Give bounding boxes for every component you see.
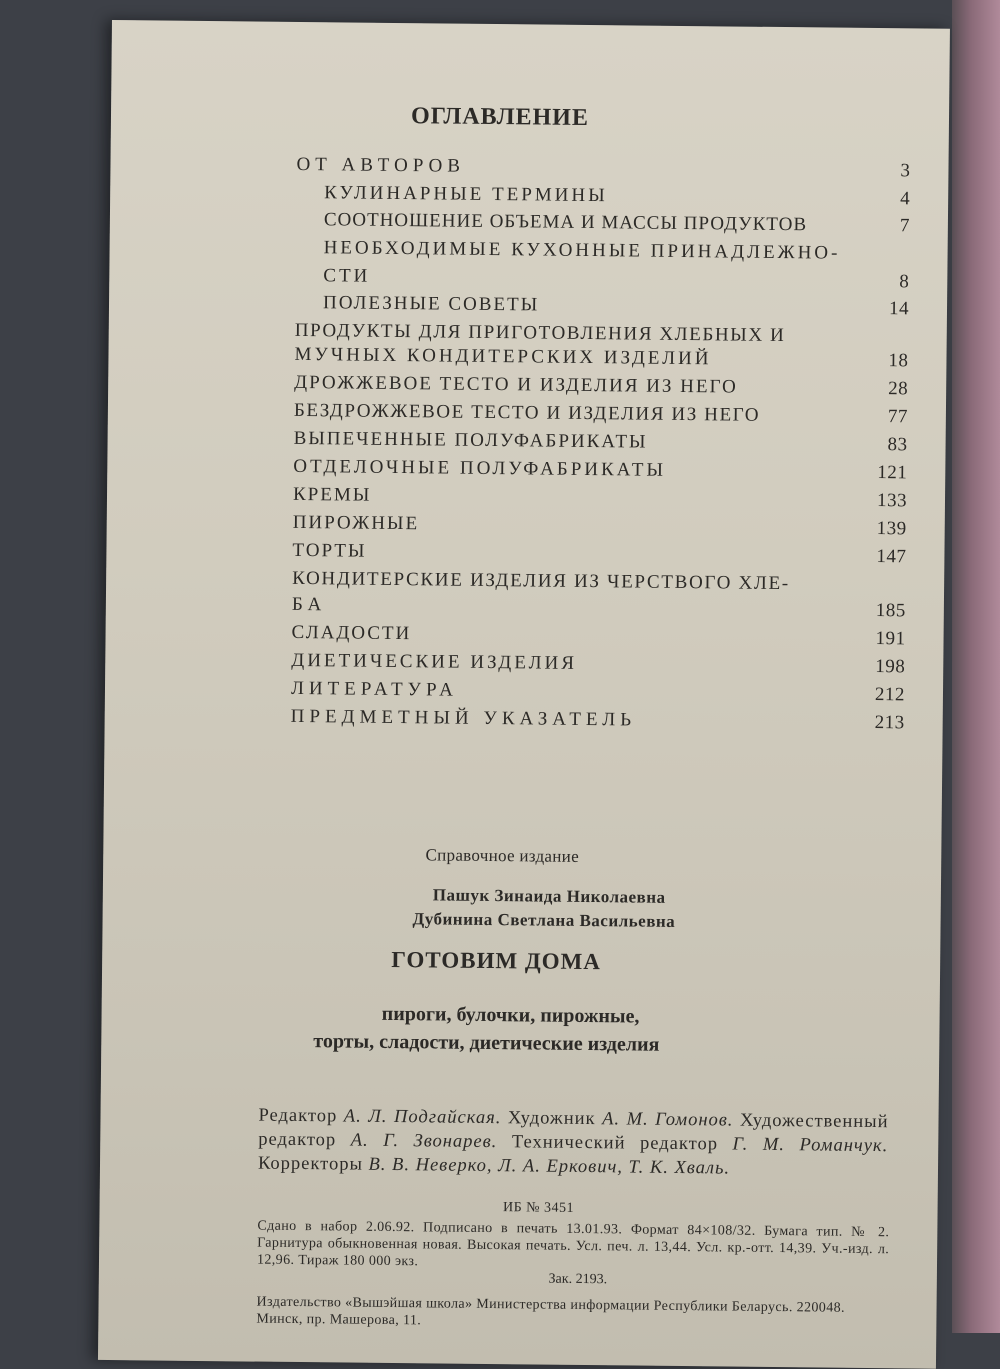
toc-entry-page: 77 [887,406,908,428]
book-subtitle: торты, сладости, диетические изделия [313,1030,660,1056]
toc-entry-page: 185 [875,600,906,622]
print-info: Сдано в набор 2.06.92. Подписано в печать 13.01.93. Формат 84×108/32. Бумага тип. № 2. Гарнитура обыкновенная новая. Высокая печать. Усл. печ. л. 13,44. Усл. кр.-отт. 14,39. Уч.-изд. л. 12,96. Тираж 180 000 экз. [256,1218,890,1270]
toc-entry-title: ДИЕТИЧЕСКИЕ ИЗДЕЛИЯ [291,649,578,674]
author-name: Пашук Зинаида Николаевна [432,885,666,907]
credit-label: Художественный редактор [258,1110,889,1151]
toc-entry-title: ПРЕДМЕТНЫЙ УКАЗАТЕЛЬ [290,705,637,731]
toc-entry-page: 213 [874,712,905,734]
toc-entry-title: ТОРТЫ [292,539,367,562]
credit-label: Редактор [258,1105,338,1127]
order-number: Зак. 2193. [548,1271,608,1288]
book-title: ГОТОВИМ ДОМА [391,946,602,975]
credit-name: А. Л. Подгайская. [343,1106,502,1129]
ib-number: ИБ № 3451 [502,1200,575,1216]
toc-entry-page: 14 [888,298,910,320]
toc-entry-page: 212 [874,684,906,706]
toc-entry-title: ОТДЕЛОЧНЫЕ ПОЛУФАБРИКАТЫ [293,455,667,481]
credit-name: Г. М. Романчук. [732,1134,889,1157]
toc-entry-page: 7 [899,215,910,237]
toc-entry-title: ДРОЖЖЕВОЕ ТЕСТО И ИЗДЕЛИЯ ИЗ НЕГО [294,371,738,398]
toc-entry-page: 18 [888,350,909,372]
toc-entry-title: СТИ [323,265,371,287]
book-page [98,20,950,1369]
credit-name: А. Г. Звонарев. [350,1130,498,1153]
toc-entry-title: ПИРОЖНЫЕ [292,511,420,535]
book-subtitle: пироги, булочки, пирожные, [381,1002,640,1028]
credit-name: А. М. Гомонов. [602,1109,734,1131]
toc-entry-page: 4 [900,188,911,210]
edition-type: Справочное издание [425,845,580,866]
toc-entry-page: 28 [888,378,909,400]
toc-entry-page: 8 [899,271,910,293]
toc-entry-title: КОНДИТЕРСКИЕ ИЗДЕЛИЯ ИЗ ЧЕРСТВОГО ХЛЕ- [292,567,790,595]
toc-entry-title: СООТНОШЕНИЕ ОБЪЕМА И МАССЫ ПРОДУКТОВ [323,209,808,236]
toc-entry-title: КРЕМЫ [292,483,372,506]
toc-heading: ОГЛАВЛЕНИЕ [410,103,590,131]
toc-entry-title: СЛАДОСТИ [291,621,412,645]
toc-entry-page: 139 [876,518,907,540]
toc-entry-title: БЕЗДРОЖЖЕВОЕ ТЕСТО И ИЗДЕЛИЯ ИЗ НЕГО [293,399,761,426]
toc-entry-title: КУЛИНАРНЫЕ ТЕРМИНЫ [324,182,608,207]
book-cover-edge [952,0,1000,1333]
toc-entry-page: 3 [900,160,911,182]
credit-label: Технический редактор [511,1132,719,1155]
toc-entry-title: ВЫПЕЧЕННЫЕ ПОЛУФАБРИКАТЫ [293,427,648,453]
credit-name: В. В. Неверко, Л. А. Еркович, Т. К. Хваль. [368,1154,731,1179]
credit-label: Корректоры [257,1153,364,1175]
toc-entry-title: МУЧНЫХ КОНДИТЕРСКИХ ИЗДЕЛИЙ [294,343,712,370]
toc-entry-title: ПОЛЕЗНЫЕ СОВЕТЫ [322,292,540,316]
toc-entry-page: 198 [875,656,906,678]
publisher-info: Издательство «Вышэйшая школа» Министерства информации Республики Беларусь. 220048. Минск, пр. Машерова, 11. [256,1294,846,1329]
credits-block [258,1104,889,1183]
toc-entry-title: НЕОБХОДИМЫЕ КУХОННЫЕ ПРИНАДЛЕЖНО- [323,237,841,264]
author-name: Дубинина Светлана Васильевна [412,909,676,931]
toc-entry-page: 133 [876,490,908,512]
toc-entry-page: 191 [875,628,906,650]
toc-entry-title: ЛИТЕРАТУРА [290,677,459,701]
toc-entry-page: 121 [877,462,908,484]
toc-entry-title: БА [291,593,327,616]
toc-entry-title: ОТ АВТОРОВ [296,153,466,177]
credit-label: Художник [507,1108,596,1130]
toc-entry-page: 83 [887,434,908,456]
toc-entry-title: ПРОДУКТЫ ДЛЯ ПРИГОТОВЛЕНИЯ ХЛЕБНЫХ И [294,319,786,347]
toc-entry-page: 147 [876,546,907,568]
